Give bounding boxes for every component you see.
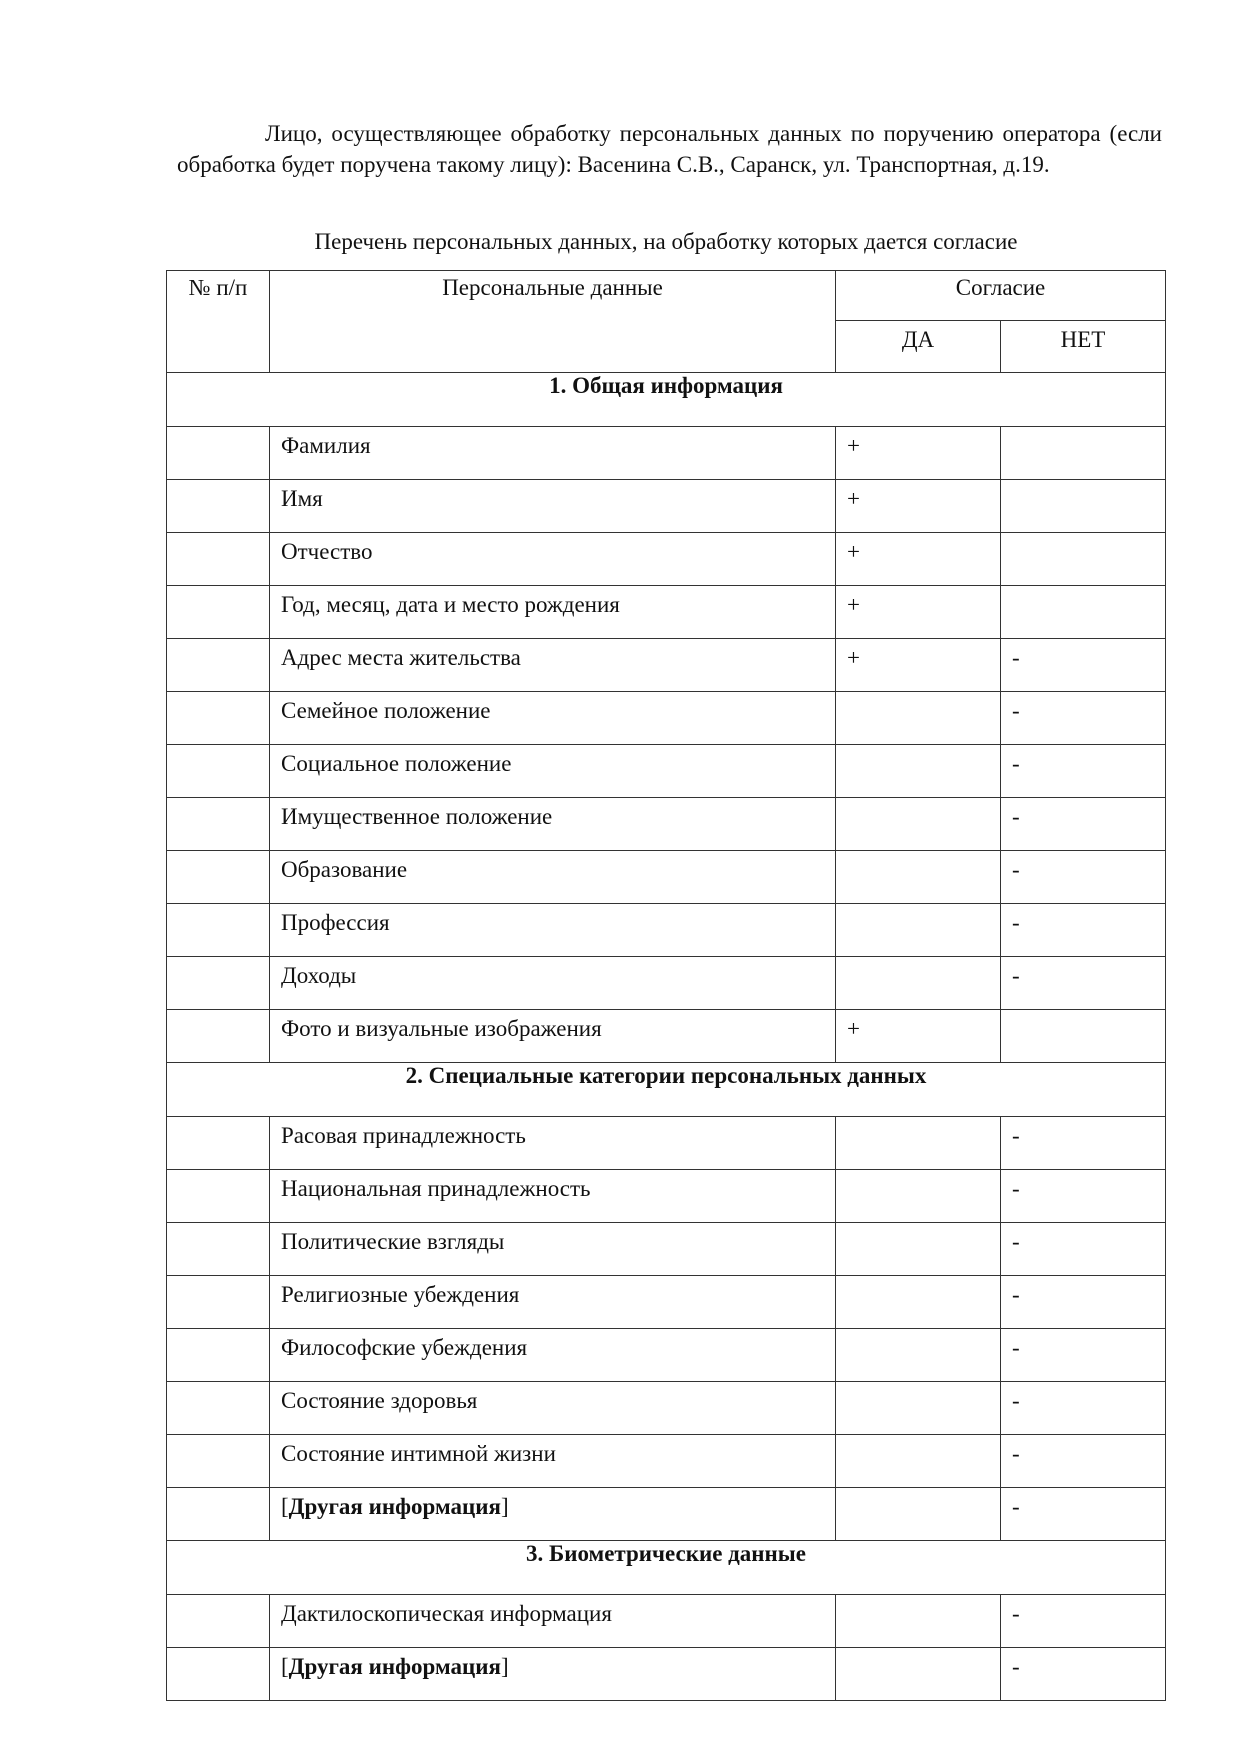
table-row [167,745,1166,798]
row-number-cell [167,1648,270,1701]
consent-no-cell: - [1001,851,1166,904]
row-label: Состояние здоровья [270,1382,836,1435]
consent-yes-cell: + [836,480,1001,533]
row-label [270,1648,836,1701]
consent-no-cell: - [1001,692,1166,745]
consent-no-cell [1001,480,1166,533]
table-row [167,639,1166,692]
bracket-close: ] [500,1494,509,1519]
row-number-cell [167,533,270,586]
table-row [167,1276,1166,1329]
consent-no-cell [1001,1010,1166,1063]
row-number-cell [167,480,270,533]
row-label: Образование [270,851,836,904]
consent-no-cell: - [1001,1329,1166,1382]
row-label: Отчество [270,533,836,586]
consent-yes-cell: + [836,427,1001,480]
consent-yes-cell [836,904,1001,957]
row-label: Национальная принадлежность [270,1170,836,1223]
table-row [167,1117,1166,1170]
consent-yes-cell [836,1382,1001,1435]
consent-yes-cell [836,1223,1001,1276]
table-row [167,1435,1166,1488]
row-number-cell [167,957,270,1010]
consent-yes-cell [836,1276,1001,1329]
table-row [167,957,1166,1010]
row-number-cell [167,904,270,957]
table-row [167,1488,1166,1541]
placeholder-label: Другая информация [288,1654,501,1679]
row-number-cell [167,1223,270,1276]
header-no: НЕТ [1001,321,1166,373]
row-number-cell [167,1276,270,1329]
consent-yes-cell [836,1595,1001,1648]
row-label: Год, месяц, дата и место рождения [270,586,836,639]
processor-paragraph: Лицо, осуществляющее обработку персональных данных по поручению оператора (если обработка будет поручена такому лицу): Васенина С.В., Саранск, ул. Транспортная, д.19. [177,121,1162,177]
consent-yes-cell [836,745,1001,798]
header-personal-data: Персональные данные [270,271,836,373]
section-title: 1. Общая информация [167,373,1166,427]
table-row [167,798,1166,851]
header-yes: ДА [836,321,1001,373]
consent-yes-cell [836,851,1001,904]
consent-yes-cell: + [836,533,1001,586]
bracket-close: ] [500,1654,509,1679]
consent-yes-cell: + [836,1010,1001,1063]
consent-no-cell [1001,533,1166,586]
section-row [167,1063,1166,1117]
consent-no-cell: - [1001,745,1166,798]
consent-no-cell [1001,586,1166,639]
row-label [270,1488,836,1541]
row-label: Семейное положение [270,692,836,745]
section-title: 3. Биометрические данные [167,1541,1166,1595]
consent-yes-cell [836,692,1001,745]
row-number-cell [167,639,270,692]
section-row [167,373,1166,427]
row-label: Фамилия [270,427,836,480]
consent-yes-cell [836,1170,1001,1223]
consent-yes-cell [836,1117,1001,1170]
consent-no-cell: - [1001,904,1166,957]
row-number-cell [167,1595,270,1648]
header-consent: Согласие [836,271,1166,321]
table-row [167,904,1166,957]
row-label: Доходы [270,957,836,1010]
consent-yes-cell: + [836,639,1001,692]
row-label: Расовая принадлежность [270,1117,836,1170]
table-row [167,1648,1166,1701]
row-number-cell [167,586,270,639]
row-number-cell [167,692,270,745]
row-label: Политические взгляды [270,1223,836,1276]
consent-no-cell: - [1001,1223,1166,1276]
consent-no-cell: - [1001,1435,1166,1488]
row-number-cell [167,1329,270,1382]
row-label: Состояние интимной жизни [270,1435,836,1488]
row-number-cell [167,1435,270,1488]
consent-no-cell [1001,427,1166,480]
row-number-cell [167,745,270,798]
consent-yes-cell [836,1435,1001,1488]
consent-yes-cell [836,1488,1001,1541]
header-num: № п/п [167,271,270,373]
list-title: Перечень персональных данных, на обработку которых дается согласие [314,229,1018,254]
consent-yes-cell [836,1648,1001,1701]
table-row [167,1223,1166,1276]
table-row [167,1170,1166,1223]
row-number-cell [167,1010,270,1063]
header-row [167,271,1166,321]
consent-no-cell: - [1001,1170,1166,1223]
consent-no-cell: - [1001,798,1166,851]
table-row [167,1329,1166,1382]
section-row [167,1541,1166,1595]
row-label: Религиозные убеждения [270,1276,836,1329]
row-number-cell [167,1117,270,1170]
table-row [167,851,1166,904]
consent-yes-cell: + [836,586,1001,639]
placeholder-label: Другая информация [288,1494,501,1519]
table-row [167,1382,1166,1435]
consent-yes-cell [836,957,1001,1010]
table-row [167,586,1166,639]
bracket-open: [ [281,1654,289,1679]
bracket-open: [ [281,1494,289,1519]
consent-no-cell: - [1001,639,1166,692]
row-label: Профессия [270,904,836,957]
row-label: Социальное положение [270,745,836,798]
consent-no-cell: - [1001,1595,1166,1648]
table-row [167,692,1166,745]
consent-no-cell: - [1001,1382,1166,1435]
table-row [167,480,1166,533]
row-number-cell [167,798,270,851]
table-row [167,1010,1166,1063]
consent-no-cell: - [1001,1648,1166,1701]
row-number-cell [167,1382,270,1435]
row-label: Адрес места жительства [270,639,836,692]
table-row [167,427,1166,480]
row-label: Имя [270,480,836,533]
consent-no-cell: - [1001,1117,1166,1170]
row-label: Философские убеждения [270,1329,836,1382]
consent-no-cell: - [1001,957,1166,1010]
row-label: Имущественное положение [270,798,836,851]
row-number-cell [167,1170,270,1223]
consent-no-cell: - [1001,1488,1166,1541]
consent-yes-cell [836,1329,1001,1382]
row-label: Дактилоскопическая информация [270,1595,836,1648]
row-number-cell [167,851,270,904]
row-label: Фото и визуальные изображения [270,1010,836,1063]
section-title: 2. Специальные категории персональных данных [167,1063,1166,1117]
personal-data-table [166,270,1166,1701]
row-number-cell [167,427,270,480]
table-row [167,1595,1166,1648]
table-row [167,533,1166,586]
consent-no-cell: - [1001,1276,1166,1329]
consent-yes-cell [836,798,1001,851]
row-number-cell [167,1488,270,1541]
